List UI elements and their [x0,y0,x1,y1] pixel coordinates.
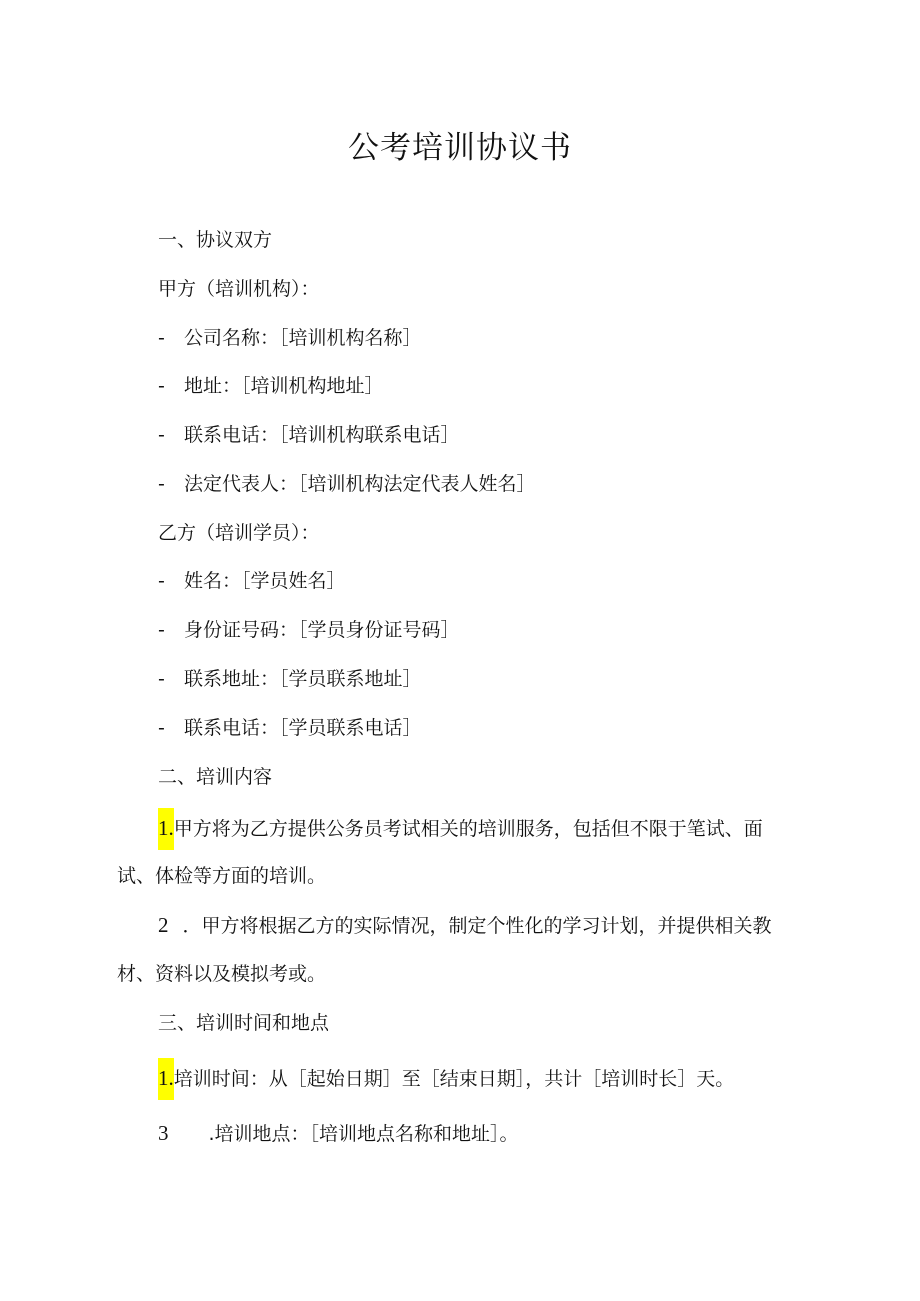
party-a-item [158,470,536,498]
item-number: 2 [158,913,169,937]
list-dash: - [158,717,165,739]
list-dash: - [158,668,165,690]
section2-item2-line1 [158,911,772,940]
list-dash: - [158,375,165,397]
section3-item1 [158,1064,734,1100]
party-a-item [158,372,384,400]
list-dash: - [158,327,165,349]
section1-heading: 一、协议双方 [158,229,273,251]
party-b-item [158,714,422,742]
party-a-item [158,421,460,449]
paragraph-text: ．甲方将根据乙方的实际情况，制定个性化的学习计划，并提供相关教 [182,915,772,937]
party-a-phone: 联系电话：［培训机构联系电话］ [184,424,460,446]
training-location-text: .培训地点：［培训地点名称和地址］。 [208,1123,519,1145]
section2-heading: 二、培训内容 [158,766,273,788]
section3-heading: 三、培训时间和地点 [158,1012,330,1034]
party-a-company-name: 公司名称：［培训机构名称］ [184,327,422,349]
document-title: 公考培训协议书 [348,130,572,166]
party-a-label: 甲方（培训机构）： [158,278,320,300]
list-dash: - [158,473,165,495]
list-dash: - [158,424,165,446]
paragraph-text: 甲方将为乙方提供公务员考试相关的培训服务，包括但不限于笔试、面 [173,818,763,840]
list-dash: - [158,570,165,592]
party-b-item [158,665,422,693]
section3-item2 [158,1119,519,1148]
party-b-label: 乙方（培训学员）： [158,522,320,544]
item-number-highlight: 1. [158,808,174,850]
party-a-address: 地址：［培训机构地址］ [184,375,384,397]
party-b-id-number: 身份证号码：［学员身份证号码］ [184,619,460,641]
party-b-name: 姓名：［学员姓名］ [184,570,346,592]
party-a-item [158,324,422,352]
section2-item2-line2: 材、资料以及模拟考或。 [117,963,327,985]
party-a-legal-rep: 法定代表人：［培训机构法定代表人姓名］ [184,473,536,495]
section2-item1-line1 [158,814,763,850]
training-time-text: 培训时间：从［起始日期］至［结束日期］，共计［培训时长］天。 [173,1068,735,1090]
party-b-item [158,567,346,595]
item-number-highlight: 1. [158,1058,174,1100]
party-b-item [158,616,460,644]
list-dash: - [158,619,165,641]
item-number: 3 [158,1121,169,1145]
party-b-phone: 联系电话：［学员联系电话］ [184,717,422,739]
party-b-address: 联系地址：［学员联系地址］ [184,668,422,690]
section2-item1-line2: 试、体检等方面的培训。 [117,865,327,887]
